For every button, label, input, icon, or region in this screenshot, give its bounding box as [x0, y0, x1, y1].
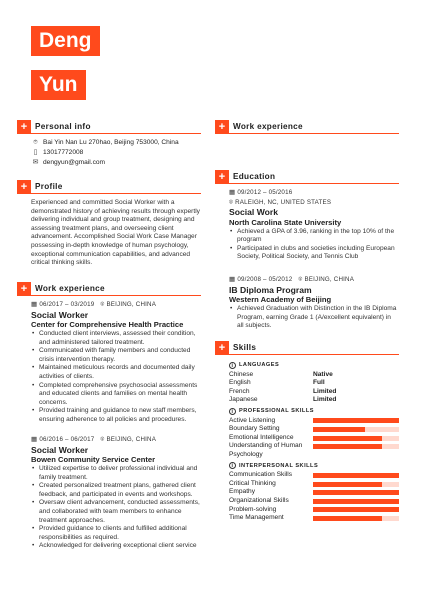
envelope-icon: ✉ — [32, 158, 39, 166]
languages-title: LANGUAGES — [239, 362, 280, 368]
list-item: • Completed comprehensive psychosocial assessments and educated clients and families on mental health concerns. — [31, 382, 201, 408]
skill-bar — [313, 499, 399, 504]
plus-icon: + — [17, 120, 31, 134]
job-meta — [31, 301, 201, 310]
job-company: Center for Comprehensive Health Practice — [31, 320, 184, 330]
plus-icon: + — [215, 341, 229, 355]
info-icon: i — [229, 362, 236, 369]
skill-name: Emotional Intelligence — [229, 433, 294, 441]
list-item: • Conducted client interviews, assessed their condition, and administered tailored treatment. — [31, 330, 201, 347]
skill-row — [229, 488, 399, 497]
list-item: • Achieved a GPA of 3.96, ranking in the top 10% of the program — [229, 228, 399, 245]
professional-skills-heading — [229, 407, 399, 416]
name-first: Deng — [31, 26, 100, 56]
skill-name: Communication Skills — [229, 471, 293, 479]
skill-row — [229, 442, 399, 459]
skill-bar-fill — [313, 436, 382, 441]
skill-bar — [313, 418, 399, 423]
skill-bar — [313, 444, 399, 449]
job-dates: 06/2016 – 06/2017 — [39, 436, 95, 443]
contact-block — [31, 139, 201, 169]
info-icon: i — [229, 462, 236, 469]
skill-bar — [313, 427, 399, 432]
skill-bar-fill — [313, 490, 399, 495]
education-entry — [229, 189, 399, 262]
edu-dates: 09/2008 – 05/2012 — [237, 276, 293, 283]
language-row — [229, 388, 399, 397]
skill-row — [229, 417, 399, 426]
map-pin-icon: ⌾ — [229, 198, 234, 206]
skill-bar-fill — [313, 499, 399, 504]
email-row — [31, 159, 201, 168]
skill-name: Organizational Skills — [229, 496, 289, 504]
job-bullets — [31, 465, 201, 551]
edu-location: BEIJING, CHINA — [304, 276, 355, 283]
list-item: • Maintained meticulous records and documented daily activities of clients. — [31, 364, 201, 381]
map-pin-icon: ⌾ — [298, 276, 303, 283]
profile-text: Experienced and committed Social Worker with a demonstrated history of achieving results through expertly delivering individual and group treatment, designing and assessing treatment plans, and overseeing client advancement. Accomplished Social Work Case Manager possessing in-depth knowledge of human psychology, exceptional communication capabilities, and advanced critical thinking skills. — [31, 199, 200, 267]
address-row — [31, 139, 201, 148]
job-bullets — [31, 330, 201, 425]
interpersonal-title: INTERPERSONAL SKILLS — [239, 462, 319, 469]
language-name: Chinese — [229, 370, 254, 378]
section-title: Profile — [35, 182, 63, 191]
list-item: • Created personalized treatment plans, gathered client feedback, and participated in events and workshops. — [31, 482, 201, 499]
work-experience-continued-header — [215, 120, 399, 134]
skill-bar — [313, 436, 399, 441]
info-icon: i — [229, 408, 236, 415]
skills-header — [215, 341, 399, 355]
edu-school: Western Academy of Beijing — [229, 295, 332, 305]
phone: 13017772008 — [43, 148, 84, 156]
job-title: Social Worker — [31, 444, 89, 455]
personal-info-header — [17, 120, 201, 134]
skill-bar — [313, 507, 399, 512]
skill-bar-fill — [313, 427, 365, 432]
skill-bar-fill — [313, 516, 382, 521]
list-item: • Oversaw client advancement, conducted assessments, and collaborated with team members to enhance treatment approaches. — [31, 499, 201, 525]
language-level: Limited — [313, 387, 337, 395]
skill-bar-fill — [313, 507, 399, 512]
section-title: Education — [233, 172, 276, 181]
language-level: Native — [313, 370, 333, 378]
section-title: Personal info — [35, 122, 91, 131]
skill-bar-fill — [313, 482, 382, 487]
skill-bar — [313, 473, 399, 478]
calendar-icon: ▦ — [229, 276, 236, 283]
job-entry — [31, 301, 201, 425]
list-item: • Provided training and guidance to new staff members, ensuring adherence to all policies and procedures. — [31, 407, 201, 424]
email[interactable]: dengyun@gmail.com — [43, 158, 106, 166]
skill-bar — [313, 482, 399, 487]
job-meta — [31, 436, 201, 445]
section-title: Work experience — [233, 122, 303, 131]
map-pin-icon: ⌾ — [33, 139, 38, 146]
education-header — [215, 170, 399, 184]
list-item: • Provided guidance to clients and fulfilled additional responsibilities as required. — [31, 525, 201, 542]
job-title: Social Worker — [31, 309, 89, 320]
calendar-icon: ▦ — [229, 189, 236, 196]
section-title: Work experience — [35, 284, 105, 293]
skill-name: Boundary Setting — [229, 425, 280, 433]
skill-row — [229, 480, 399, 489]
skill-row — [229, 434, 399, 443]
skill-row — [229, 514, 399, 523]
skill-bar-fill — [313, 418, 399, 423]
phone-row — [31, 149, 201, 158]
list-item: • Communicated with family members and conducted crisis intervention therapy. — [31, 347, 201, 364]
job-company: Bowen Community Service Center — [31, 455, 156, 465]
edu-bullets — [229, 305, 399, 331]
job-entry — [31, 436, 201, 551]
skill-name: Active Listening — [229, 416, 276, 424]
language-name: English — [229, 379, 251, 387]
plus-icon: + — [215, 170, 229, 184]
list-item: • Participated in clubs and societies including European Society, Political Society, and Tennis Club — [229, 245, 399, 262]
skill-bar — [313, 490, 399, 495]
address: Bai Yin Nan Lu 270hao, Beijing 753000, China — [43, 139, 179, 146]
skill-name: Critical Thinking — [229, 479, 276, 487]
skill-row — [229, 497, 399, 506]
skill-row — [229, 471, 399, 480]
calendar-icon: ▦ — [31, 436, 38, 443]
skill-row — [229, 506, 399, 515]
list-item: • Achieved Graduation with Distinction in the IB Diploma Program, earning Grade 1 (A/excellent equivalent) in all subjects. — [229, 305, 399, 331]
language-name: French — [229, 387, 250, 395]
edu-meta-location — [229, 199, 399, 208]
job-location: BEIJING, CHINA — [106, 301, 157, 308]
skill-name: Empathy — [229, 488, 256, 496]
language-level: Limited — [313, 396, 337, 404]
job-dates: 06/2017 – 03/2019 — [39, 301, 95, 308]
list-item: • Utilized expertise to deliver professional individual and family treatment. — [31, 465, 201, 482]
skill-row — [229, 425, 399, 434]
edu-dates: 09/2012 – 05/2016 — [237, 189, 293, 196]
language-row — [229, 379, 399, 388]
languages-heading — [229, 361, 399, 370]
skill-name: Understanding of Human Psychology — [229, 442, 303, 458]
calendar-icon: ▦ — [31, 301, 38, 308]
plus-icon: + — [17, 180, 31, 194]
list-item: • Acknowledged for delivering exceptional client service — [31, 542, 201, 551]
edu-meta — [229, 189, 399, 198]
skill-bar — [313, 516, 399, 521]
skill-bar-fill — [313, 473, 399, 478]
job-location: BEIJING, CHINA — [106, 436, 157, 443]
profile-header — [17, 180, 201, 194]
edu-degree: Social Work — [229, 207, 279, 218]
skill-bar-fill — [313, 444, 382, 449]
language-name: Japanese — [229, 396, 258, 404]
language-level: Full — [313, 379, 325, 387]
edu-location: RALEIGH, NC, UNITED STATES — [235, 198, 332, 206]
edu-bullets — [229, 228, 399, 262]
language-row — [229, 396, 399, 405]
skill-name: Time Management — [229, 514, 284, 522]
professional-title: PROFESSIONAL SKILLS — [239, 407, 314, 414]
edu-school: North Carolina State University — [229, 217, 342, 227]
work-experience-header — [17, 282, 201, 296]
job-bullet-continued — [229, 139, 399, 156]
education-entry — [229, 276, 399, 331]
map-pin-icon: ⌾ — [100, 436, 105, 443]
name-last: Yun — [31, 70, 86, 100]
skills-block — [229, 359, 399, 523]
phone-icon: ▯ — [33, 148, 38, 156]
plus-icon: + — [17, 282, 31, 296]
skill-name: Problem-solving — [229, 505, 277, 513]
edu-degree: IB Diploma Program — [229, 284, 312, 295]
interpersonal-skills-heading — [229, 462, 399, 471]
map-pin-icon: ⌾ — [100, 301, 105, 308]
section-title: Skills — [233, 343, 257, 352]
plus-icon: + — [215, 120, 229, 134]
edu-meta — [229, 276, 399, 285]
language-row — [229, 371, 399, 380]
